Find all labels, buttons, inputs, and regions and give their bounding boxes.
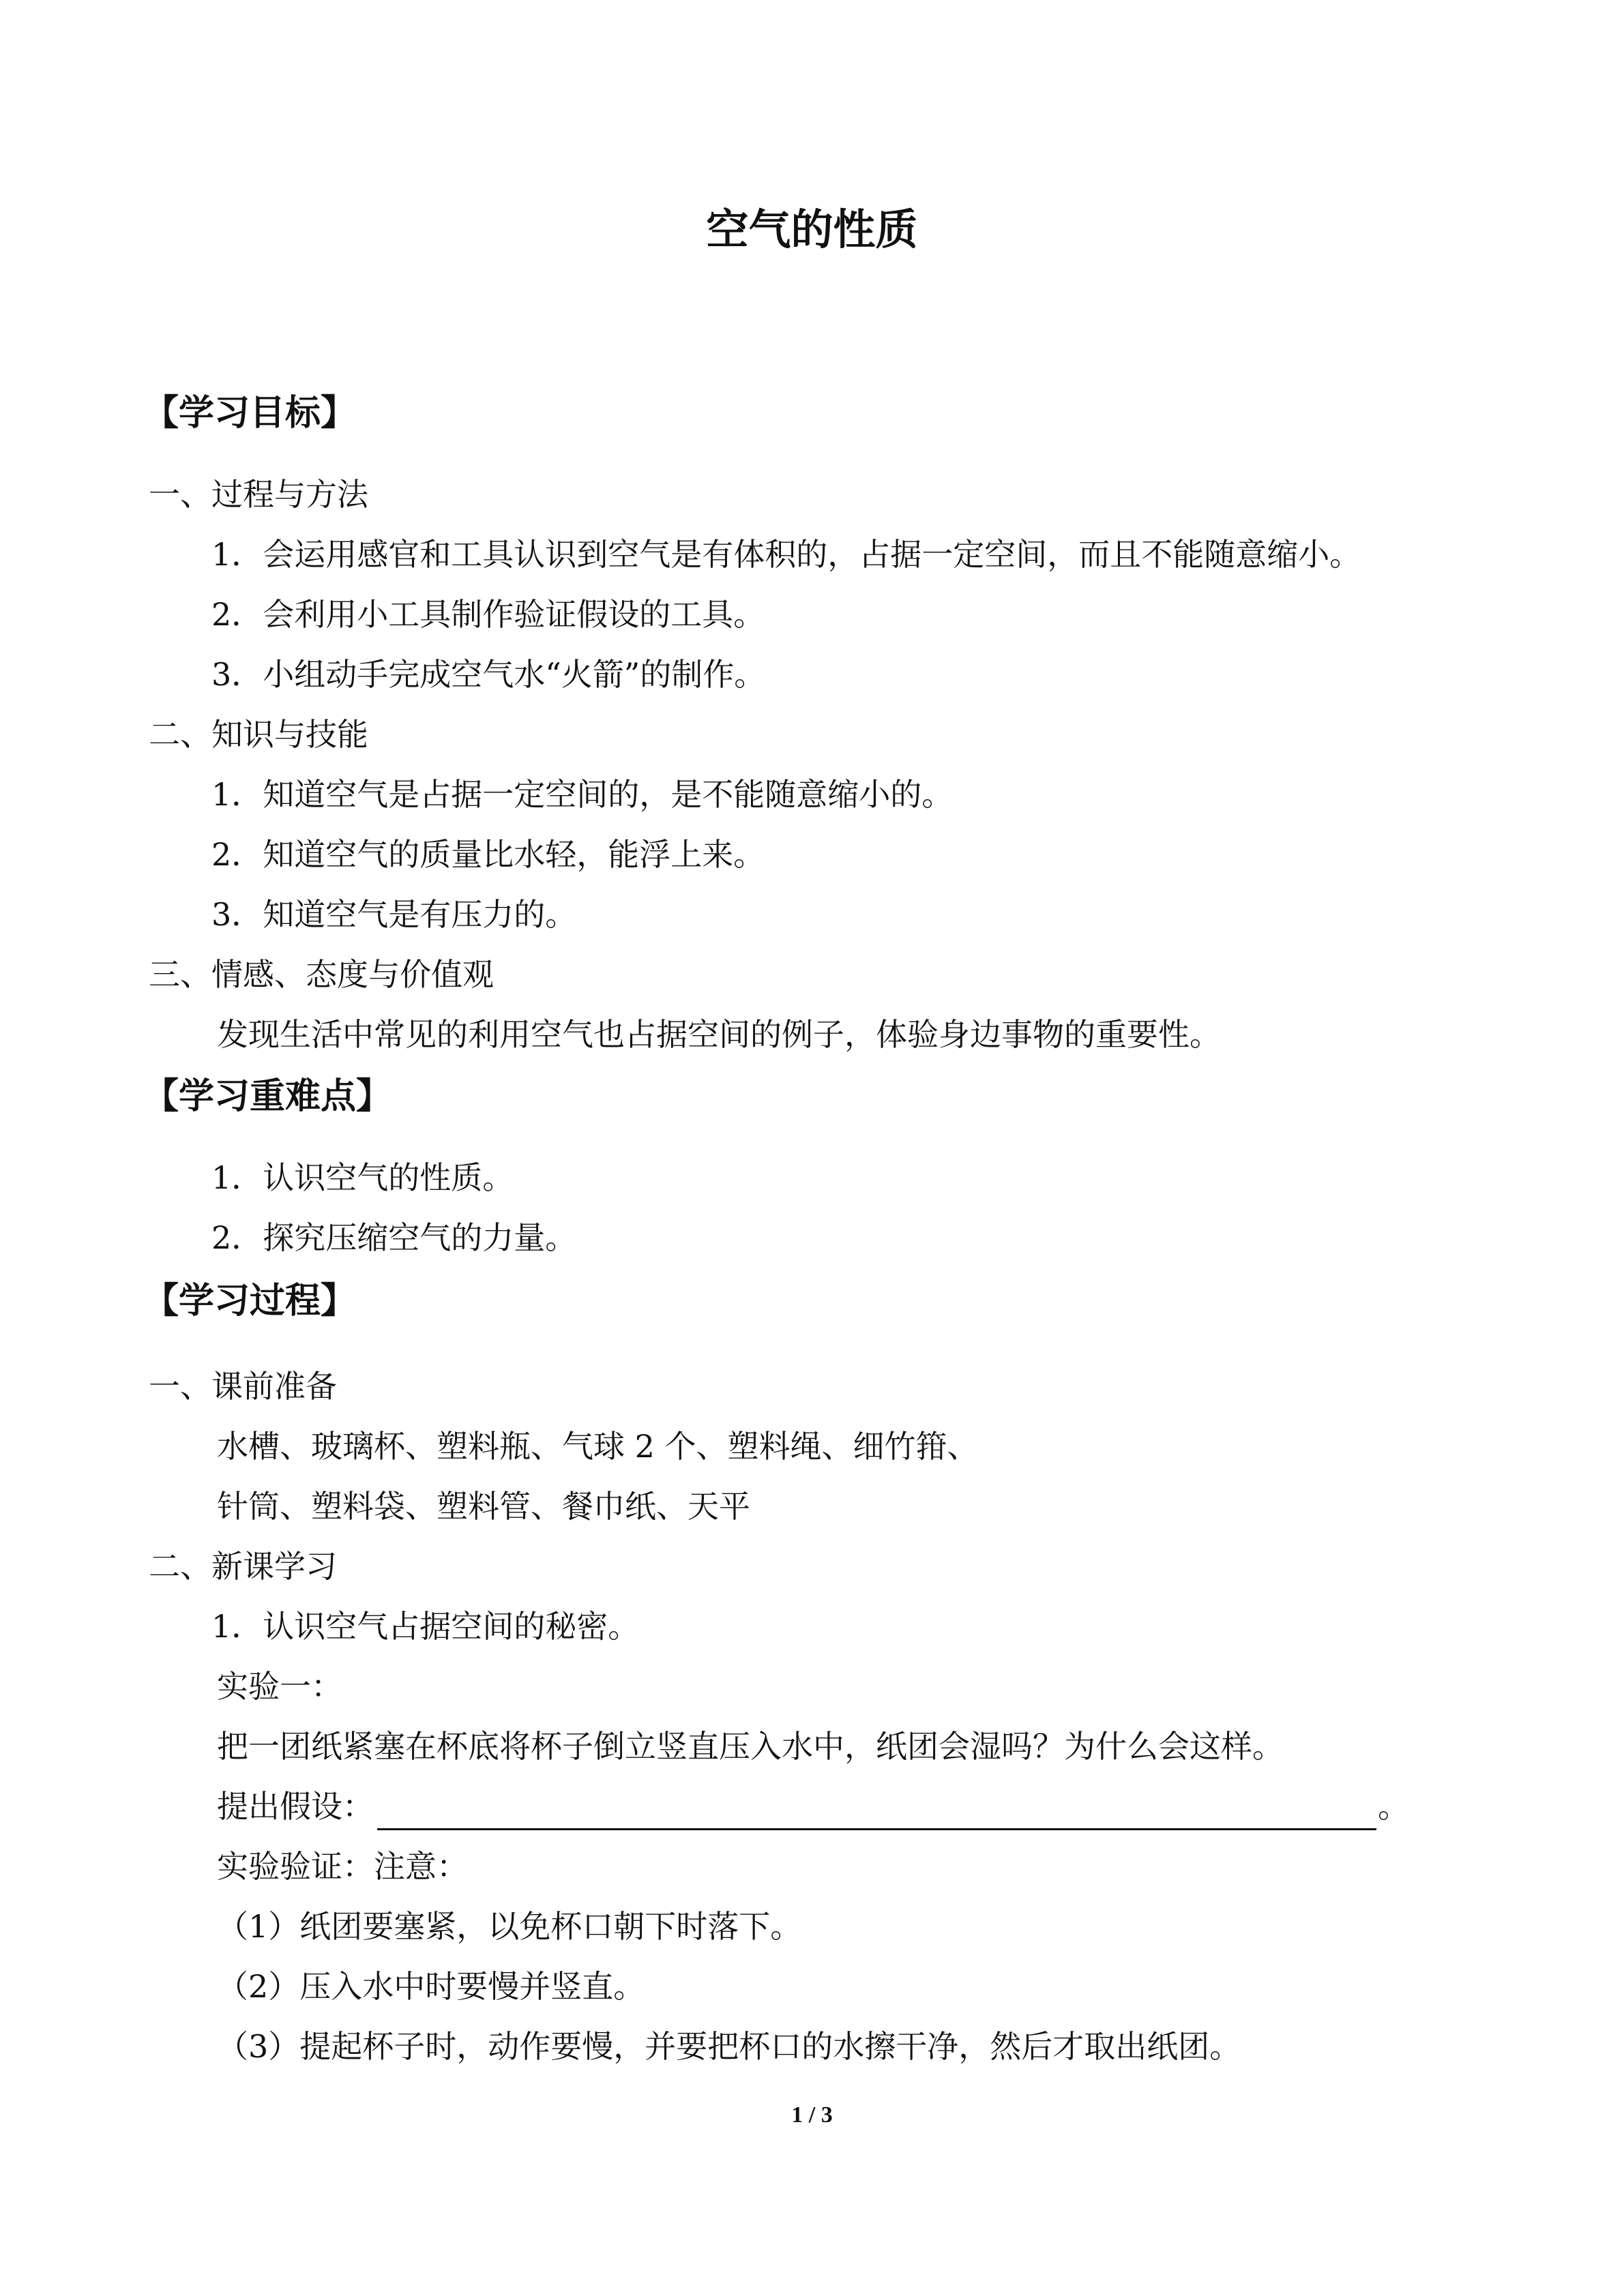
document-title: 空气的性质 <box>706 205 918 254</box>
key-point-item-1: 1．认识空气的性质。 <box>211 1159 514 1196</box>
verify-note-3: （3）提起杯子时，动作要慢，并要把杯口的水擦干净，然后才取出纸团。 <box>217 2028 1241 2065</box>
objectives-part2-item-3: 3．知道空气是有压力的。 <box>211 896 577 933</box>
key-point-item-2: 2．探究压缩空气的力量。 <box>211 1219 577 1256</box>
objectives-part2-item-2: 2．知道空气的质量比水轻，能浮上来。 <box>211 836 765 873</box>
objectives-part3-text: 发现生活中常见的利用空气也占据空间的例子，体验身边事物的重要性。 <box>217 1016 1221 1053</box>
objectives-part2-item-1: 1．知道空气是占据一定空间的，是不能随意缩小的。 <box>211 776 954 813</box>
process-new-lesson-item-1: 1．认识空气占据空间的秘密。 <box>211 1608 640 1645</box>
page-number: 1 / 3 <box>791 2102 833 2128</box>
verify-note-2: （2）压入水中时要慢并竖直。 <box>217 1968 645 2005</box>
objectives-part1-item-1: 1．会运用感官和工具认识到空气是有体积的，占据一定空间，而且不能随意缩小。 <box>211 536 1361 573</box>
process-new-lesson-label: 二、新课学习 <box>149 1548 337 1585</box>
verify-label: 实验验证：注意： <box>217 1848 468 1885</box>
section-heading-process: 【学习过程】 <box>143 1280 357 1322</box>
objectives-part1-label: 一、过程与方法 <box>149 476 368 513</box>
process-prep-line-1: 水槽、玻璃杯、塑料瓶、气球 2 个、塑料绳、细竹箝、 <box>217 1428 979 1465</box>
section-heading-key-points: 【学习重难点】 <box>143 1075 392 1117</box>
objectives-part1-item-3: 3．小组动手完成空气水“火箭”的制作。 <box>211 656 766 693</box>
hypothesis-label: 提出假设： <box>217 1788 374 1825</box>
section-heading-objectives: 【学习目标】 <box>143 392 357 434</box>
verify-note-1: （1）纸团要塞紧，以免杯口朝下时落下。 <box>217 1908 802 1945</box>
process-prep-label: 一、课前准备 <box>149 1368 337 1405</box>
objectives-part1-item-2: 2．会利用小工具制作验证假设的工具。 <box>211 596 765 633</box>
objectives-part3-label: 三、情感、态度与价值观 <box>149 956 494 993</box>
experiment-question: 把一团纸紧塞在杯底将杯子倒立竖直压入水中，纸团会湿吗？为什么会这样。 <box>217 1728 1284 1765</box>
objectives-part2-label: 二、知识与技能 <box>149 716 368 753</box>
process-prep-line-2: 针筒、塑料袋、塑料管、餐巾纸、天平 <box>217 1488 750 1525</box>
hypothesis-end-mark: 。 <box>1378 1788 1409 1825</box>
experiment-label: 实验一： <box>217 1668 342 1705</box>
hypothesis-answer-blank <box>377 1828 1376 1830</box>
